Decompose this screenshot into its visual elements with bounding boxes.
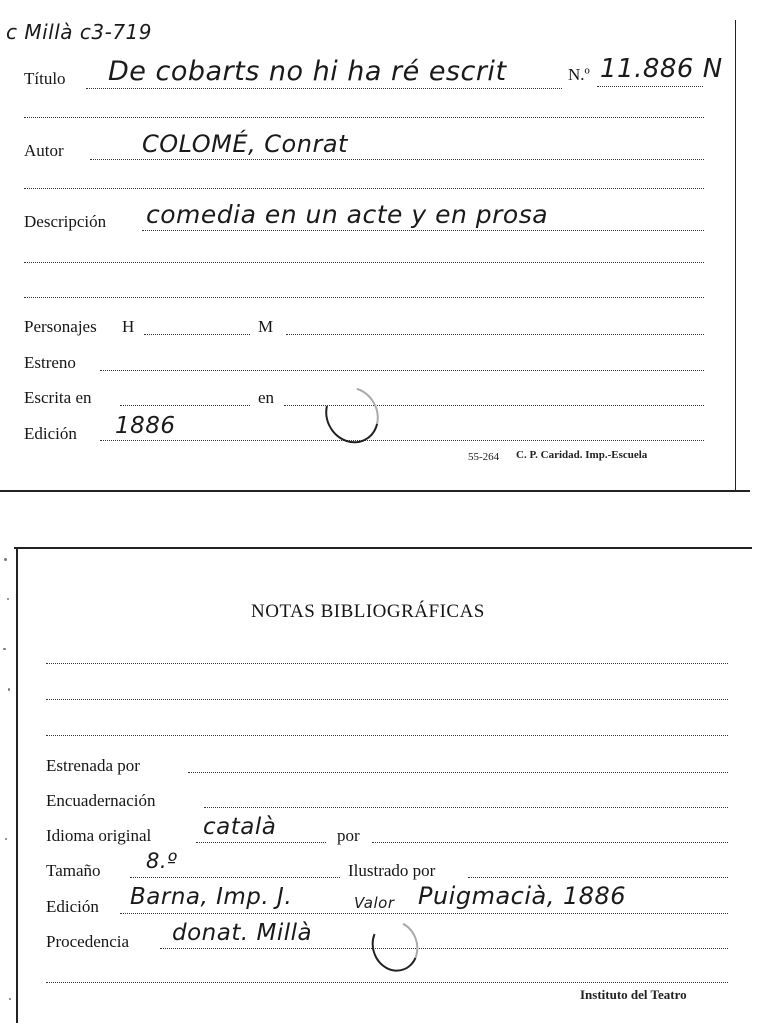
footer-code: 55-264 [468, 451, 500, 463]
personajes-h-label: H [122, 317, 135, 336]
notas-line-3 [46, 735, 728, 736]
card-bottom-edge [0, 490, 750, 492]
escrita-line [120, 405, 250, 406]
catalog-card-back [0, 538, 759, 1028]
escrita-en-label: en [258, 388, 275, 407]
numero-label: N.º [568, 65, 590, 84]
blank-line-3 [24, 262, 704, 263]
descripcion-value: comedia en un acte y en prosa [146, 200, 549, 229]
notas-heading: NOTAS BIBLIOGRÁFICAS [251, 601, 485, 622]
descripcion-label: Descripción [24, 212, 107, 231]
estreno-label: Estreno [24, 353, 76, 372]
speck [8, 688, 10, 691]
blank-line-1 [24, 117, 704, 118]
personajes-m-line [286, 334, 704, 335]
card-right-border [735, 20, 736, 490]
top-annotation: c Millà c3-719 [6, 20, 153, 44]
speck [5, 838, 7, 840]
card-left-border [16, 548, 18, 1023]
titulo-label: Título [24, 69, 66, 88]
edicion2-valor-word: Valor [354, 894, 395, 912]
notas-bottom-line [46, 982, 728, 983]
titulo-line [86, 88, 562, 89]
estrenada-label: Estrenada por [46, 756, 140, 775]
personajes-m-label: M [258, 317, 274, 336]
edicion2-value2: Puigmacià, 1886 [418, 882, 627, 910]
edicion-line [100, 440, 704, 441]
ilustrado-line [468, 877, 728, 878]
notas-line-2 [46, 699, 728, 700]
footer-instituto: Instituto del Teatro [580, 987, 687, 1002]
speck [4, 558, 7, 561]
estrenada-line [188, 772, 728, 773]
idioma-por-label: por [337, 826, 360, 845]
personajes-label: Personajes [24, 317, 97, 336]
edicion2-value: Barna, Imp. J. [130, 884, 293, 910]
edicion-label: Edición [24, 424, 77, 443]
numero-value: 11.886 N [600, 54, 723, 84]
estreno-line [100, 370, 704, 371]
card-top-edge [14, 547, 752, 549]
tamano-line [130, 877, 340, 878]
numero-line [597, 86, 703, 87]
stamp-circle-2 [364, 914, 425, 979]
idioma-label: Idioma original [46, 826, 152, 845]
tamano-value: 8.º [146, 849, 178, 873]
procedencia-line [160, 948, 728, 949]
titulo-value: De cobarts no hi ha ré escrit [108, 56, 507, 87]
speck [9, 998, 11, 1000]
speck [7, 598, 9, 600]
encuadernacion-line [204, 807, 728, 808]
procedencia-value: donat. Millà [172, 920, 313, 946]
procedencia-label: Procedencia [46, 932, 130, 951]
encuadernacion-label: Encuadernación [46, 791, 156, 810]
speck [3, 648, 6, 650]
autor-line [90, 159, 704, 160]
idioma-value: català [203, 814, 277, 840]
edicion-value: 1886 [115, 413, 176, 439]
tamano-label: Tamaño [46, 861, 101, 880]
edicion2-line [120, 913, 728, 914]
catalog-card-front [0, 0, 759, 500]
ilustrado-label: Ilustrado por [348, 861, 436, 880]
personajes-h-line [144, 334, 250, 335]
notas-line-1 [46, 663, 728, 664]
footer-printer: C. P. Caridad. Imp.-Escuela [516, 449, 648, 461]
blank-line-4 [24, 297, 704, 298]
idioma-line [196, 842, 326, 843]
escrita-label: Escrita en [24, 388, 92, 407]
descripcion-line [142, 230, 704, 231]
autor-label: Autor [24, 141, 64, 160]
stamp-circle [315, 377, 389, 453]
autor-value: COLOMÉ, Conrat [142, 130, 348, 158]
edicion2-label: Edición [46, 897, 99, 916]
idioma-por-line [372, 842, 728, 843]
blank-line-2 [24, 188, 704, 189]
